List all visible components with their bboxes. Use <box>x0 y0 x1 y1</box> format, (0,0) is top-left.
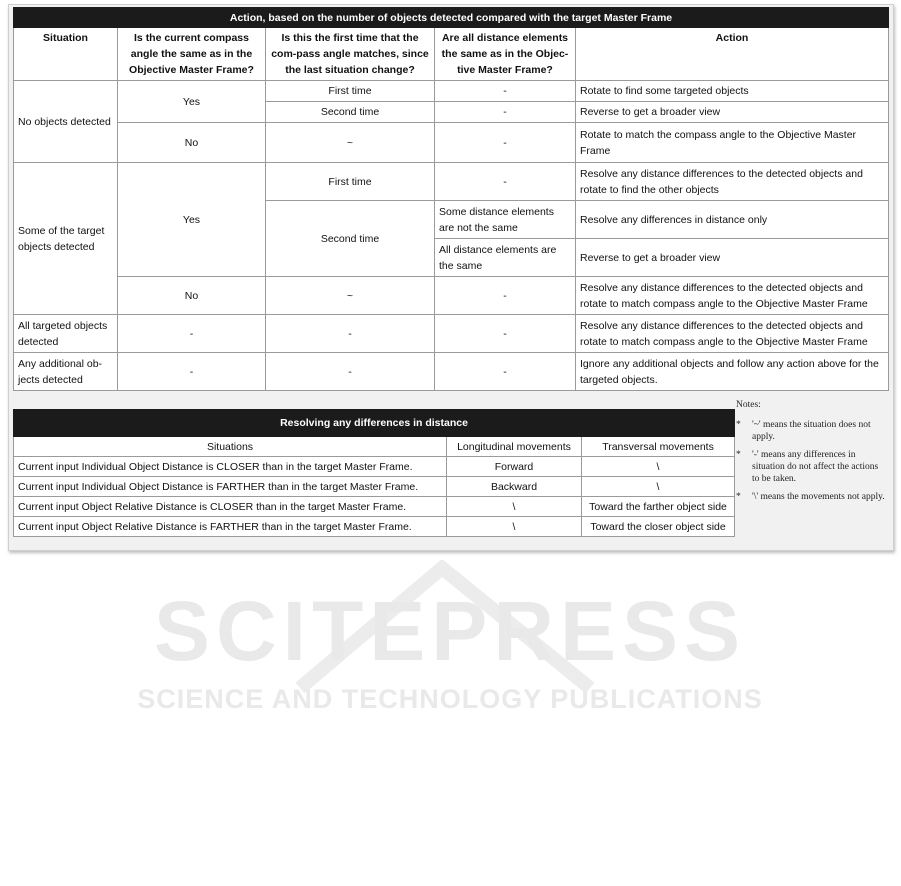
first-time-cell: ~ <box>266 277 435 315</box>
first-time-cell: - <box>266 353 435 391</box>
action-cell: Rotate to match the compass angle to the Objective Master Frame <box>576 123 889 163</box>
distance-cell: - <box>435 123 576 163</box>
situation-cell: All targeted objects detected <box>14 315 118 353</box>
table-row-transversal: Toward the farther object side <box>582 497 735 517</box>
action-cell: Resolve any distance differences to the detected objects and rotate to find the other objects <box>576 163 889 201</box>
bullet-icon: * <box>736 492 741 502</box>
distance-cell: Some distance elements are not the same <box>435 201 576 239</box>
header-distance-elements: Are all distance elements the same as in the Objec-tive Master Frame? <box>435 28 576 81</box>
notes <box>736 399 886 509</box>
first-time-cell: ~ <box>266 123 435 163</box>
first-time-cell: First time <box>266 163 435 201</box>
first-time-cell: First time <box>266 81 435 102</box>
first-time-cell: Second time <box>266 201 435 277</box>
action-cell: Rotate to find some targeted objects <box>576 81 889 102</box>
action-cell: Reverse to get a broader view <box>576 102 889 123</box>
table-row-situation: Current input Individual Object Distance is CLOSER than in the target Master Frame. <box>14 457 447 477</box>
table-row-longitudinal: \ <box>447 497 582 517</box>
distance-table <box>13 409 735 537</box>
action-cell: Resolve any distance differences to the detected objects and rotate to match compass angle to the Objective Master Frame <box>576 277 889 315</box>
note-text: '\' means the movements not apply. <box>752 492 885 502</box>
watermark <box>0 560 901 760</box>
situation-cell: No objects detected <box>14 81 118 163</box>
situation-cell: Any additional ob-jects detected <box>14 353 118 391</box>
notes-header: Notes: <box>736 400 761 410</box>
compass-cell: Yes <box>118 163 266 277</box>
bullet-icon: * <box>736 450 741 460</box>
action-cell: Ignore any additional objects and follow any action above for the targeted objects. <box>576 353 889 391</box>
action-cell: Reverse to get a broader view <box>576 239 889 277</box>
table-row-longitudinal: \ <box>447 517 582 537</box>
action-table-title: Action, based on the number of objects detected compared with the target Master Frame <box>14 8 889 28</box>
table-row-situation: Current input Object Relative Distance is CLOSER than in the target Master Frame. <box>14 497 447 517</box>
distance-cell: - <box>435 277 576 315</box>
distance-cell: - <box>435 353 576 391</box>
action-cell: Resolve any differences in distance only <box>576 201 889 239</box>
distance-cell: - <box>435 315 576 353</box>
first-time-cell: Second time <box>266 102 435 123</box>
table-row-situation: Current input Object Relative Distance is FARTHER than in the target Master Frame. <box>14 517 447 537</box>
header-situation: Situation <box>14 28 118 81</box>
compass-cell: - <box>118 353 266 391</box>
compass-cell: No <box>118 277 266 315</box>
action-table <box>13 7 889 391</box>
table-row-longitudinal: Forward <box>447 457 582 477</box>
compass-cell: - <box>118 315 266 353</box>
header-situations: Situations <box>14 437 447 457</box>
header-longitudinal: Longitudinal movements <box>447 437 582 457</box>
situation-cell: Some of the target objects detected <box>14 163 118 315</box>
note-item <box>736 419 886 443</box>
table-row-longitudinal: Backward <box>447 477 582 497</box>
distance-cell: - <box>435 81 576 102</box>
header-compass-angle: Is the current compass angle the same as in the Objective Master Frame? <box>118 28 266 81</box>
table-row-situation: Current input Individual Object Distance is FARTHER than in the target Master Frame. <box>14 477 447 497</box>
watermark-line2: SCIENCE AND TECHNOLOGY PUBLICATIONS <box>137 684 763 714</box>
note-item <box>736 449 886 485</box>
distance-cell: - <box>435 163 576 201</box>
note-item <box>736 491 886 503</box>
first-time-cell: - <box>266 315 435 353</box>
compass-cell: No <box>118 123 266 163</box>
action-cell: Resolve any distance differences to the detected objects and rotate to match compass angle to the Objective Master Frame <box>576 315 889 353</box>
header-first-time: Is this the first time that the com-pass angle matches, since the last situation change? <box>266 28 435 81</box>
distance-cell: - <box>435 102 576 123</box>
bullet-icon: * <box>736 420 741 430</box>
note-text: '~' means the situation does not apply. <box>752 420 871 442</box>
table-row-transversal: \ <box>582 477 735 497</box>
compass-cell: Yes <box>118 81 266 123</box>
watermark-line1: SCITEPRESS <box>153 584 747 678</box>
table-row-transversal: \ <box>582 457 735 477</box>
header-transversal: Transversal movements <box>582 437 735 457</box>
distance-table-title: Resolving any differences in distance <box>14 410 735 437</box>
note-text: '-' means any differences in situation do not affect the actions to be taken. <box>752 450 879 484</box>
distance-cell: All distance elements are the same <box>435 239 576 277</box>
header-action: Action <box>576 28 889 81</box>
table-row-transversal: Toward the closer object side <box>582 517 735 537</box>
